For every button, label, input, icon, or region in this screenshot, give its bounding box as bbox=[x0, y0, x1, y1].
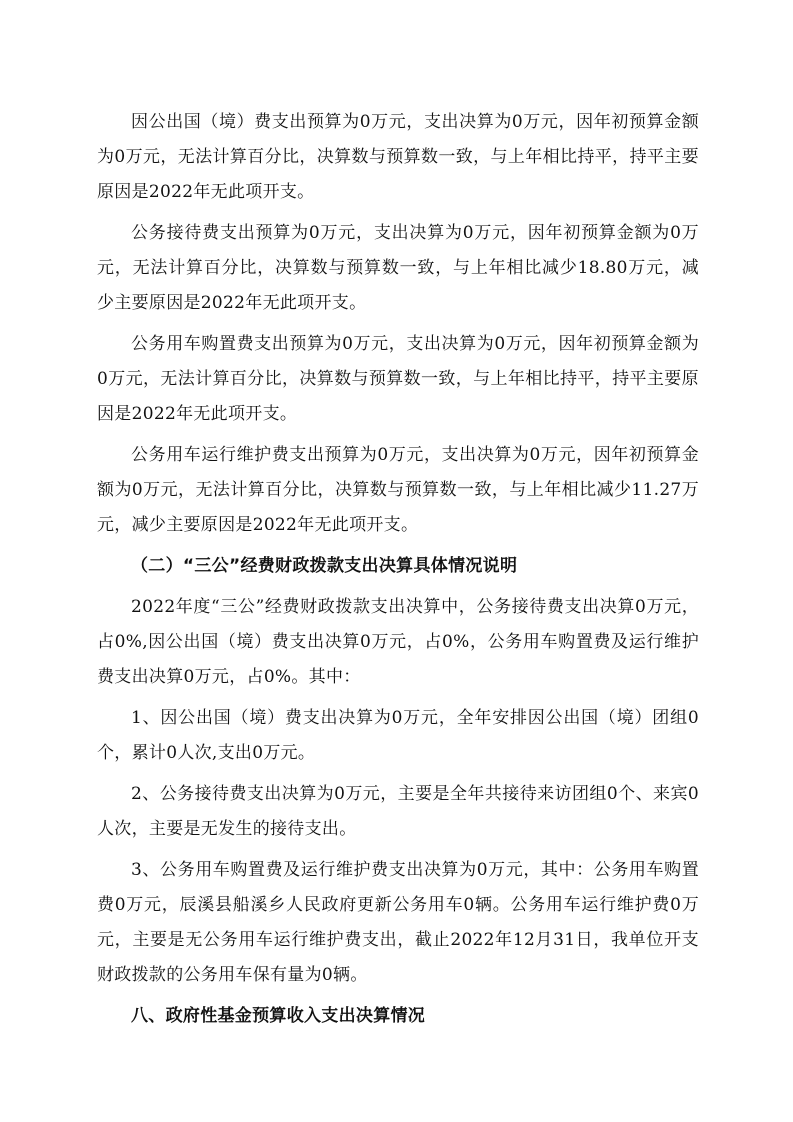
document-body bbox=[97, 105, 699, 1040]
section-heading-three-public: （二）“三公”经费财政拨款支出决算具体情况说明 bbox=[131, 556, 518, 576]
paragraph-vehicle-maintenance: 公务用车运行维护费支出预算为0万元，支出决算为0万元，因年初预算金额为0万元，无法计算百分比，决算数与预算数一致，与上年相比减少11.27万元，减少主要原因是2022年无此项开支。 bbox=[97, 445, 699, 535]
paragraph-detail-overseas: 1、因公出国（境）费支出决算为0万元，全年安排因公出国（境）团组0个，累计0人次,支出0万元。 bbox=[97, 708, 699, 763]
paragraph-vehicle-purchase: 公务用车购置费支出预算为0万元，支出决算为0万元，因年初预算金额为0万元，无法计算百分比，决算数与预算数一致，与上年相比持平，持平主要原因是2022年无此项开支。 bbox=[97, 334, 699, 424]
paragraph-three-public-summary: 2022年度“三公”经费财政拨款支出决算中，公务接待费支出决算0万元，占0%,因公出国（境）费支出决算0万元，占0%，公务用车购置费及运行维护费支出决算0万元，占0%。其中： bbox=[97, 597, 699, 687]
paragraph-detail-reception: 2、公务接待费支出决算为0万元，主要是全年共接待来访团组0个、来宾0人次，主要是无发生的接待支出。 bbox=[97, 784, 699, 839]
paragraph-overseas-travel: 因公出国（境）费支出预算为0万元，支出决算为0万元，因年初预算金额为0万元，无法计算百分比，决算数与预算数一致，与上年相比持平，持平主要原因是2022年无此项开支。 bbox=[97, 112, 699, 202]
paragraph-detail-vehicles: 3、公务用车购置费及运行维护费支出决算为0万元，其中：公务用车购置费0万元，辰溪县船溪乡人民政府更新公务用车0辆。公务用车运行维护费0万元，主要是无公务用车运行维护费支出，截止2022年12月31日，我单位开支财政拨款的公务用车保有量为0辆。 bbox=[97, 860, 699, 985]
section-heading-government-fund: 八、政府性基金预算收入支出决算情况 bbox=[131, 1006, 426, 1026]
paragraph-official-reception: 公务接待费支出预算为0万元，支出决算为0万元，因年初预算金额为0万元，无法计算百分比，决算数与预算数一致，与上年相比减少18.80万元，减少主要原因是2022年无此项开支。 bbox=[97, 223, 699, 313]
